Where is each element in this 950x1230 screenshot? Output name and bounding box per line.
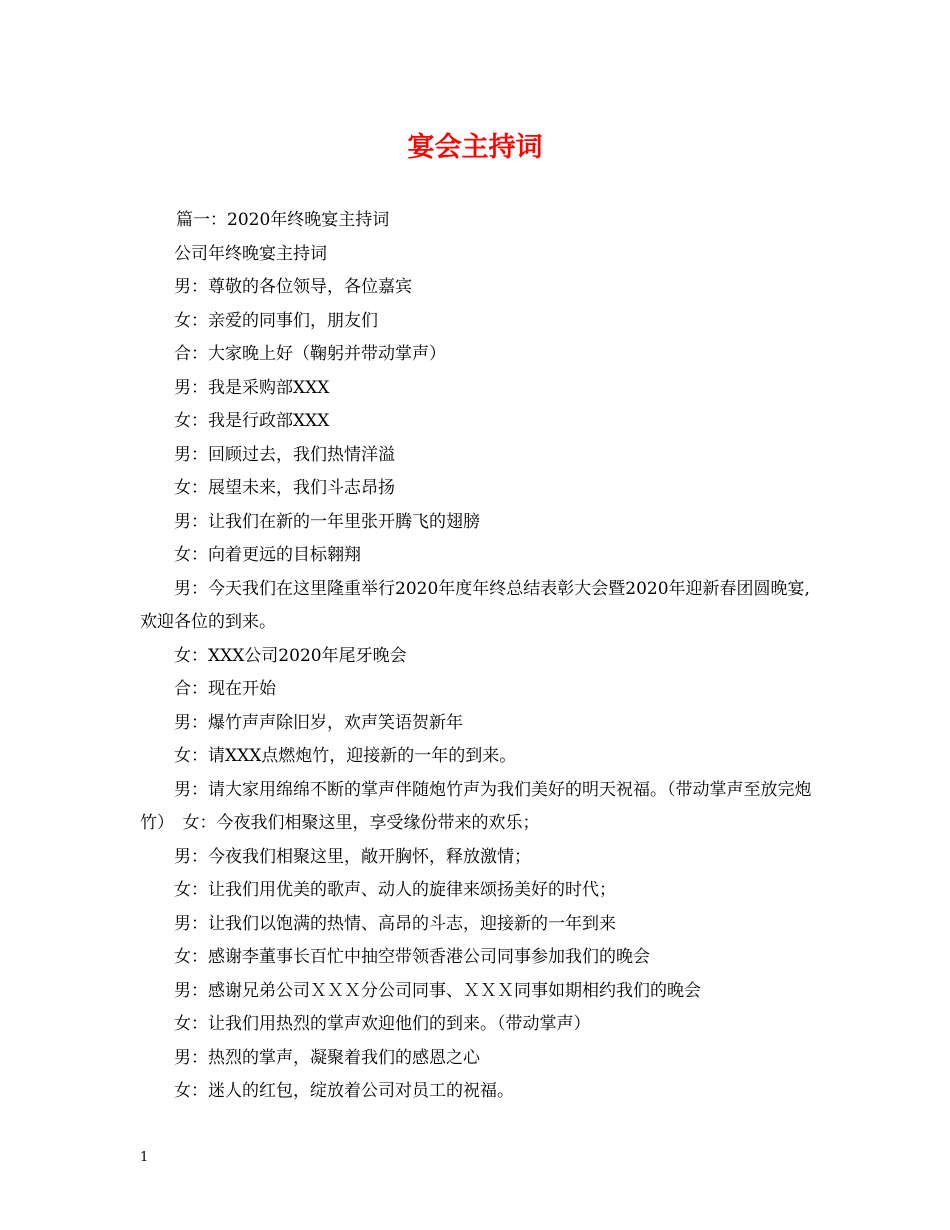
paragraph: 男：让我们以饱满的热情、高昂的斗志，迎接新的一年到来 bbox=[174, 913, 616, 934]
paragraph: 女：XXX公司2020年尾牙晚会 bbox=[174, 645, 407, 666]
paragraph: 男：感谢兄弟公司ＸＸＸ分公司同事、ＸＸＸ同事如期相约我们的晚会 bbox=[174, 980, 701, 1001]
paragraph: 篇一：2020年终晚宴主持词 bbox=[176, 210, 390, 230]
paragraph: 女：我是行政部XXX bbox=[174, 411, 330, 431]
paragraph: 男：让我们在新的一年里张开腾飞的翅膀 bbox=[174, 511, 480, 532]
paragraph: 男：今天我们在这里隆重举行2020年度年终总结表彰大会暨2020年迎新春团圆晚宴,欢迎各位的到来。 bbox=[140, 578, 810, 632]
paragraph: 女：让我们用热烈的掌声欢迎他们的到来。（带动掌声） bbox=[174, 1014, 591, 1034]
document-body bbox=[140, 204, 820, 1109]
paragraph: 女：让我们用优美的歌声、动人的旋律来颂扬美好的时代； bbox=[174, 880, 616, 900]
paragraph: 男：爆竹声声除旧岁，欢声笑语贺新年 bbox=[174, 712, 463, 733]
document-title: 宴会主持词 bbox=[407, 132, 543, 163]
paragraph: 合：现在开始 bbox=[174, 679, 276, 699]
paragraph: 女：展望未来，我们斗志昂扬 bbox=[174, 478, 395, 498]
paragraph: 男：请大家用绵绵不断的掌声伴随炮竹声为我们美好的明天祝福。（带动掌声至放完炮竹） 女：今夜我们相聚这里，享受缘份带来的欢乐； bbox=[140, 779, 812, 833]
paragraph: 女：向着更远的目标翱翔 bbox=[174, 545, 361, 565]
paragraph: 公司年终晚宴主持词 bbox=[174, 243, 327, 264]
paragraph: 女：感谢李董事长百忙中抽空带领香港公司同事参加我们的晚会 bbox=[174, 947, 650, 967]
paragraph: 男：回顾过去，我们热情洋溢 bbox=[174, 444, 395, 465]
paragraph: 女：请XXX点燃炮竹，迎接新的一年的到来。 bbox=[174, 746, 517, 766]
paragraph: 合：大家晚上好（鞠躬并带动掌声） bbox=[174, 344, 446, 364]
paragraph: 男：今夜我们相聚这里，敞开胸怀，释放激情； bbox=[174, 846, 531, 867]
page-number: 1 bbox=[140, 1150, 149, 1165]
paragraph: 男：尊敬的各位领导，各位嘉宾 bbox=[174, 277, 412, 297]
paragraph: 男：热烈的掌声，凝聚着我们的感恩之心 bbox=[174, 1047, 480, 1068]
paragraph: 女：亲爱的同事们，朋友们 bbox=[174, 310, 378, 331]
paragraph: 女：迷人的红包，绽放着公司对员工的祝福。 bbox=[174, 1081, 514, 1101]
paragraph: 男：我是采购部XXX bbox=[174, 377, 330, 398]
